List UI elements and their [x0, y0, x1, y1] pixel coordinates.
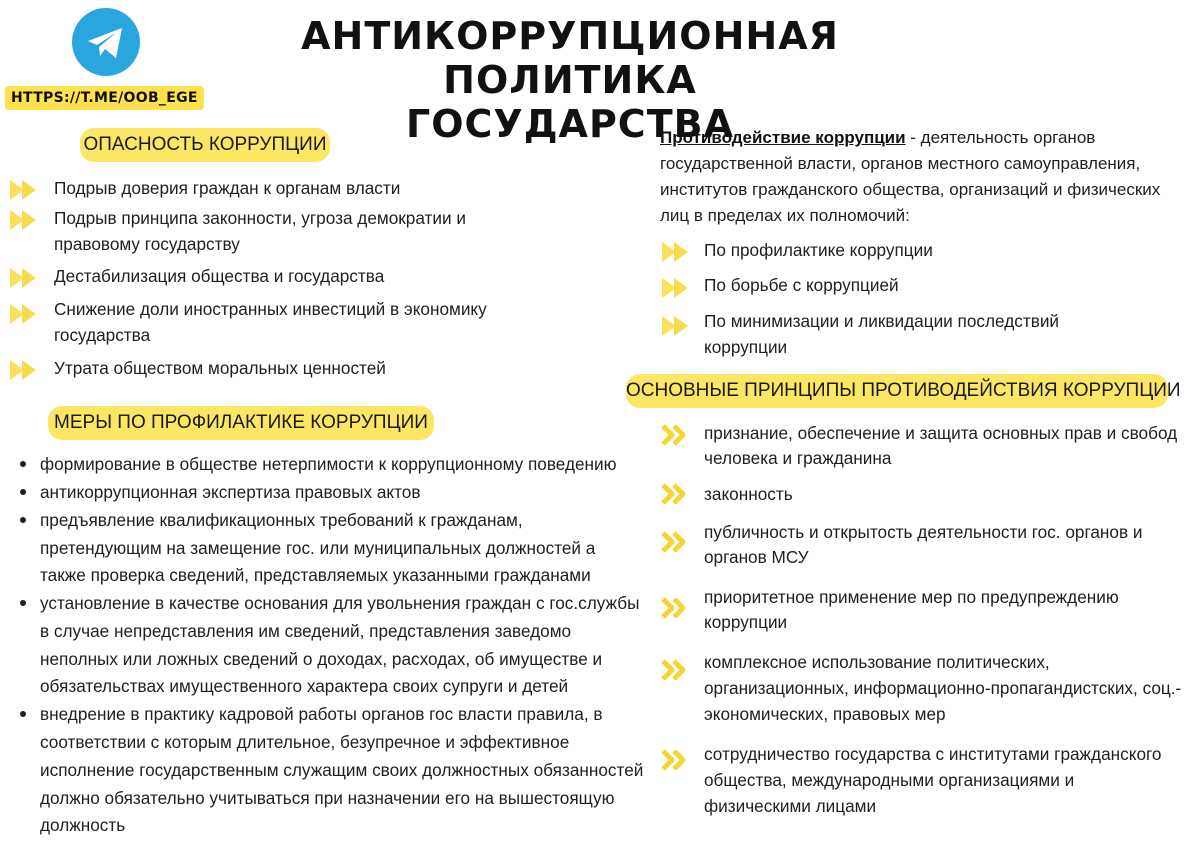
triangle-arrow-icon	[8, 266, 42, 290]
double-chevron-icon	[660, 748, 688, 772]
prevention-line-4: претендующим на замещение гос. или муниципальных должностей а	[40, 538, 596, 558]
danger-item-4: Снижение доли иностранных инвестиций в экономику	[54, 299, 487, 319]
definition-line-4: лиц в пределах их полномочий:	[660, 206, 910, 225]
definition-line-3: институтов гражданского общества, организаций и физических	[660, 180, 1161, 199]
prevention-heading: МЕРЫ ПО ПРОФИЛАКТИКЕ КОРРУПЦИИ	[48, 406, 434, 440]
danger-item-2: Подрыв принципа законности, угроза демократии и	[54, 208, 466, 228]
triangle-arrow-icon	[8, 178, 42, 202]
bullet-icon	[20, 517, 26, 523]
prevention-line-14: должность	[40, 815, 126, 835]
telegram-link[interactable]: HTTPS://T.ME/OOB_EGE	[5, 86, 204, 110]
counteraction-item-2: По борьбе с коррупцией	[704, 275, 899, 295]
prevention-line-12: исполнение государственным служащим своих должностных обязанностей	[40, 760, 644, 780]
prevention-line-7: в случае непредставления им сведений, представления заведомо	[40, 621, 572, 641]
bullet-icon	[20, 461, 26, 467]
prevention-line-1: формирование в обществе нетерпимости к коррупционному поведению	[40, 454, 617, 474]
prevention-line-5: также проверка сведений, представляемых указанными гражданами	[40, 565, 591, 585]
double-chevron-icon	[660, 482, 688, 506]
prevention-line-10: внедрение в практику кадровой работы органов гос власти правила, в	[40, 704, 603, 724]
prevention-line-11: соответствии с которым длительное, безупречное и эффективное	[40, 732, 570, 752]
prevention-line-6: установление в качестве основания для увольнения граждан с гос.службы	[40, 593, 640, 613]
triangle-arrow-icon	[8, 208, 42, 232]
principle-line-8: комплексное использование политических,	[704, 652, 1050, 672]
principle-line-9: организационных, информационно-пропагандистских, соц.-	[704, 678, 1182, 698]
principle-line-5: органов МСУ	[704, 547, 809, 567]
principle-line-11: сотрудничество государства с институтами гражданского	[704, 744, 1162, 764]
bullet-icon	[20, 711, 26, 717]
principle-line-3: законность	[704, 484, 793, 504]
double-chevron-icon	[660, 530, 688, 554]
principle-line-13: физическими лицами	[704, 796, 877, 816]
double-chevron-icon	[660, 423, 688, 447]
telegram-icon	[86, 26, 126, 60]
bullet-icon	[20, 600, 26, 606]
principle-line-2: человека и гражданина	[704, 448, 892, 468]
danger-heading: ОПАСНОСТЬ КОРРУПЦИИ	[80, 128, 330, 162]
double-chevron-icon	[660, 658, 688, 682]
triangle-arrow-icon	[8, 358, 42, 382]
principle-line-12: общества, международными организациями и	[704, 770, 1075, 790]
counteraction-item-1: По профилактике коррупции	[704, 240, 933, 260]
principle-line-4: публичность и открытость деятельности гос. органов и	[704, 522, 1143, 542]
page-title-line-2: ГОСУДАРСТВА	[406, 102, 734, 146]
definition-line-2: государственной власти, органов местного самоуправления,	[660, 154, 1141, 173]
prevention-line-13: должно обязательно учитываться при назначении его на вышестоящую	[40, 788, 615, 808]
principle-line-10: экономических, правовых мер	[704, 704, 946, 724]
danger-item-4-cont: государства	[54, 325, 151, 345]
principles-heading: ОСНОВНЫЕ ПРИНЦИПЫ ПРОТИВОДЕЙСТВИЯ КОРРУПЦИИ	[626, 374, 1168, 408]
page-title-line-1: АНТИКОРРУПЦИОННАЯ ПОЛИТИКА	[301, 14, 839, 102]
triangle-arrow-icon	[660, 240, 694, 264]
definition-term: Противодействие коррупции	[660, 128, 906, 147]
prevention-line-2: антикоррупционная экспертиза правовых актов	[40, 482, 421, 502]
danger-item-2-cont: правовому государству	[54, 234, 240, 254]
danger-item-1: Подрыв доверия граждан к органам власти	[54, 178, 401, 198]
definition-line-1-rest: - деятельность органов	[905, 128, 1096, 147]
prevention-line-8: неполных или ложных сведений о доходах, расходах, об имуществе и	[40, 649, 603, 669]
triangle-arrow-icon	[8, 302, 42, 326]
danger-item-3: Дестабилизация общества и государства	[54, 266, 385, 286]
prevention-line-9: обязательствах имущественного характера своих супруги и детей	[40, 676, 569, 696]
counteraction-item-3: По минимизации и ликвидации последствий	[704, 311, 1060, 331]
telegram-logo[interactable]	[72, 8, 140, 76]
prevention-line-3: предъявление квалификационных требований к гражданам,	[40, 510, 523, 530]
triangle-arrow-icon	[660, 314, 694, 338]
principle-line-1: признание, обеспечение и защита основных прав и свобод	[704, 423, 1178, 443]
bullet-icon	[20, 489, 26, 495]
triangle-arrow-icon	[660, 276, 694, 300]
danger-item-5: Утрата обществом моральных ценностей	[54, 358, 386, 378]
principle-line-6: приоритетное применение мер по предупреждению	[704, 587, 1119, 607]
double-chevron-icon	[660, 596, 688, 620]
counteraction-item-3-cont: коррупции	[704, 337, 788, 357]
definition-line-1	[660, 125, 1180, 151]
counteraction-definition	[660, 125, 1180, 229]
principle-line-7: коррупции	[704, 612, 788, 632]
